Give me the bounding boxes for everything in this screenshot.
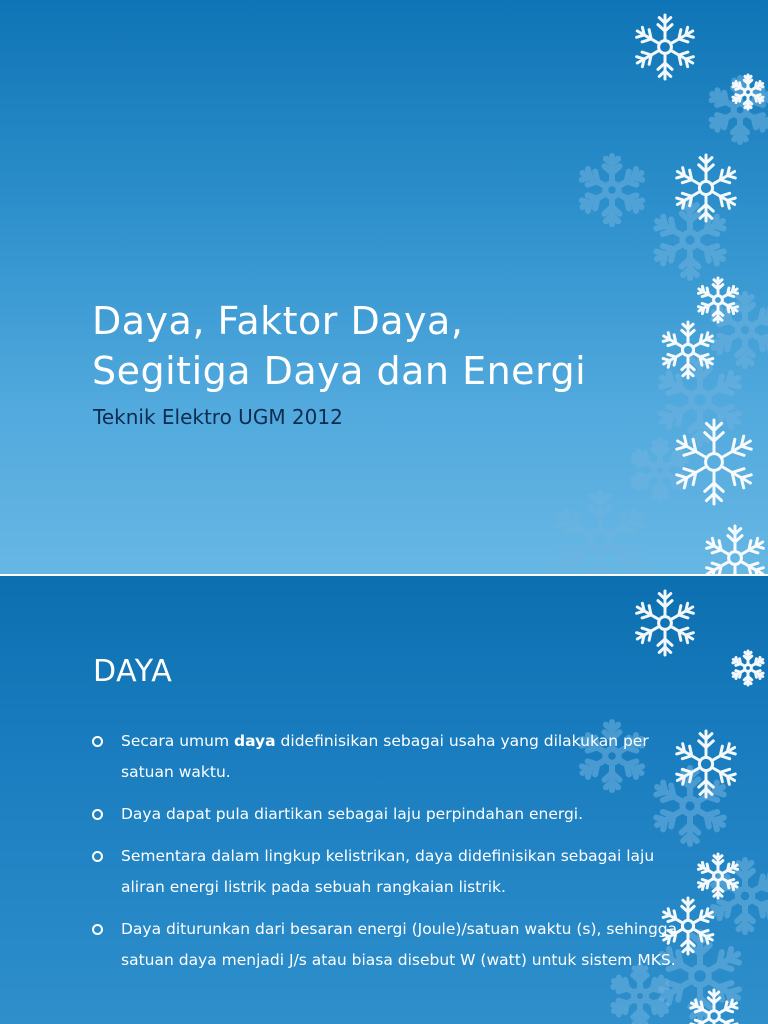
bullet-circle-icon xyxy=(92,851,103,862)
snowflake-icon xyxy=(704,526,766,576)
title-line-1: Daya, Faktor Daya, xyxy=(92,299,464,343)
snowflake-icon xyxy=(653,202,727,278)
bullet-text-before: Secara umum xyxy=(121,732,234,750)
snowflake-icon xyxy=(674,155,738,221)
snowflake-icon xyxy=(634,591,696,655)
snowflake-icon xyxy=(689,990,740,1024)
bullet-item xyxy=(92,799,682,830)
content-slide xyxy=(0,576,768,1024)
snowflake-icon xyxy=(710,294,768,366)
title-line-2: Segitiga Daya dan Energi xyxy=(92,349,587,393)
snowflake-icon xyxy=(634,15,696,79)
bullet-item xyxy=(92,726,682,788)
bullet-text: Daya dapat pula diartikan sebagai laju perpindahan energi. xyxy=(121,805,584,823)
snowflake-icon xyxy=(553,492,647,576)
snowflake-icon xyxy=(709,78,768,142)
slide-heading: DAYA xyxy=(93,654,173,689)
snowflake-icon xyxy=(661,322,716,378)
bullet-text: Sementara dalam lingkup kelistrikan, daya didefinisikan sebagai laju aliran energi listrik pada sebuah rangkaian listrik. xyxy=(121,847,655,896)
bullet-circle-icon xyxy=(92,736,103,747)
snowflake-icon xyxy=(631,440,690,500)
slide-title xyxy=(92,296,586,396)
snowflake-icon xyxy=(710,860,768,932)
snowflake-icon xyxy=(731,651,764,685)
snowflake-icon xyxy=(674,731,738,797)
bullet-text-after: didefinisikan sebagai usaha yang dilakukan per satuan waktu. xyxy=(121,732,649,781)
snowflake-icon xyxy=(697,854,740,898)
snowflake-icon xyxy=(673,420,755,504)
bullet-list xyxy=(92,726,682,987)
snowflake-icon xyxy=(697,278,740,322)
bullet-circle-icon xyxy=(92,924,103,935)
bullet-text: Daya diturunkan dari besaran energi (Joule)/satuan waktu (s), sehingga satuan daya menjadi J/s atau biasa disebut W (watt) untuk sistem MKS. xyxy=(121,920,678,969)
slide-subtitle: Teknik Elektro UGM 2012 xyxy=(93,405,343,429)
bullet-item xyxy=(92,841,682,903)
snowflake-icon xyxy=(579,156,645,224)
snowflake-icon xyxy=(657,356,743,444)
bullet-circle-icon xyxy=(92,809,103,820)
bullet-bold-term: daya xyxy=(233,732,276,750)
bullet-item xyxy=(92,914,682,976)
snowflake-icon xyxy=(731,75,764,109)
